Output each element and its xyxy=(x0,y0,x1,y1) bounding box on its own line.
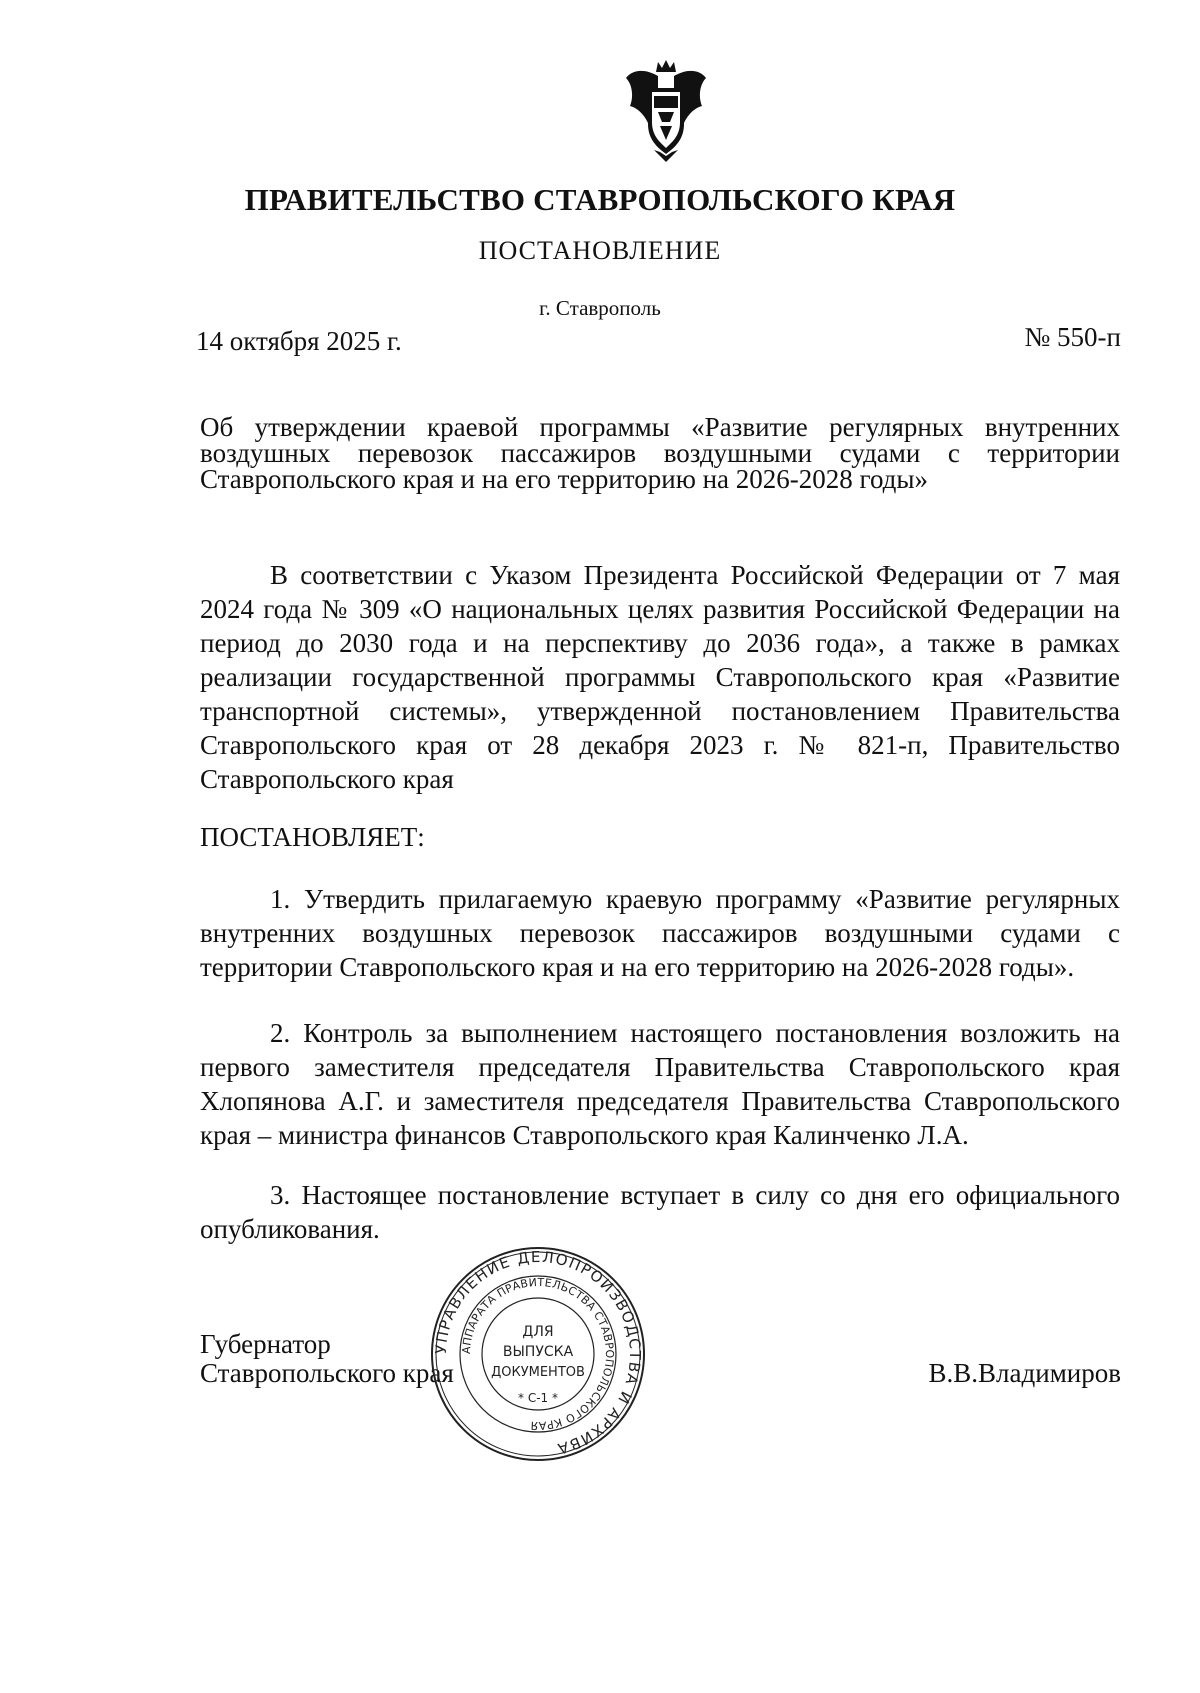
signatory-role xyxy=(200,1330,454,1388)
coat-of-arms-icon xyxy=(624,58,708,162)
document-date: 14 октября 2025 г. xyxy=(196,326,402,356)
stamp-code: * С-1 * xyxy=(518,1391,558,1405)
signatory-name: В.В.Владимиров xyxy=(928,1358,1121,1388)
subject-paragraph: Об утверждении краевой программы «Развитие регулярных внутренних воздушных перевозок пассажиров воздушными судами с территории Ставропольского края и на его территорию на 2026-2028 годы» xyxy=(200,412,1120,494)
stamp-inner-text: АППАРАТА ПРАВИТЕЛЬСТВА СТАВРОПОЛЬСКОГО КРАЯ xyxy=(459,1275,617,1433)
signatory-role-line-1: Губернатор xyxy=(200,1329,331,1359)
signatory-role-line-2: Ставропольского края xyxy=(200,1358,454,1388)
decree-item-2: 2. Контроль за выполнением настоящего постановления возложить на первого заместителя председателя Правительства Ставропольского края Хлопянова А.Г. и заместителя председателя Правительства Ставропольского края – министра финансов Ставропольского края Калинченко Л.А. xyxy=(200,1018,1120,1150)
preamble-paragraph: В соответствии с Указом Президента Российской Федерации от 7 мая 2024 года № 309 «О национальных целях развития Российской Федерации на период до 2030 года и на перспективу до 2036 года», а также в рамках реализации государственной программы Ставропольского края «Развитие транспортной системы», утвержденной постановлением Правительства Ставропольского края от 28 декабря 2023 г. № 821-п, Правительство Ставропольского края xyxy=(200,560,1120,794)
stamp-center-line-1: ДЛЯ xyxy=(522,1324,554,1340)
document-number: № 550-п xyxy=(1024,322,1121,352)
stamp-outer-text: УПРАВЛЕНИЕ ДЕЛОПРОИЗВОДСТВА И АРХИВА xyxy=(431,1247,645,1459)
city-line: г. Ставрополь xyxy=(539,296,661,320)
stamp-center-line-2: ВЫПУСКА xyxy=(502,1344,574,1360)
stamp-center-line-3: ДОКУМЕНТОВ xyxy=(491,1365,585,1380)
official-stamp xyxy=(428,1244,648,1464)
decree-item-3: 3. Настоящее постановление вступает в силу со дня его официального опубликования. xyxy=(200,1180,1120,1244)
decree-word: ПОСТАНОВЛЯЕТ: xyxy=(200,822,425,852)
government-title: ПРАВИТЕЛЬСТВО СТАВРОПОЛЬСКОГО КРАЯ xyxy=(244,182,956,217)
decree-item-1: 1. Утвердить прилагаемую краевую программу «Развитие регулярных внутренних воздушных перевозок пассажиров воздушными судами с территории Ставропольского края и на его территорию на 2026-2028 годы». xyxy=(200,884,1120,982)
document-type: ПОСТАНОВЛЕНИЕ xyxy=(478,236,722,265)
